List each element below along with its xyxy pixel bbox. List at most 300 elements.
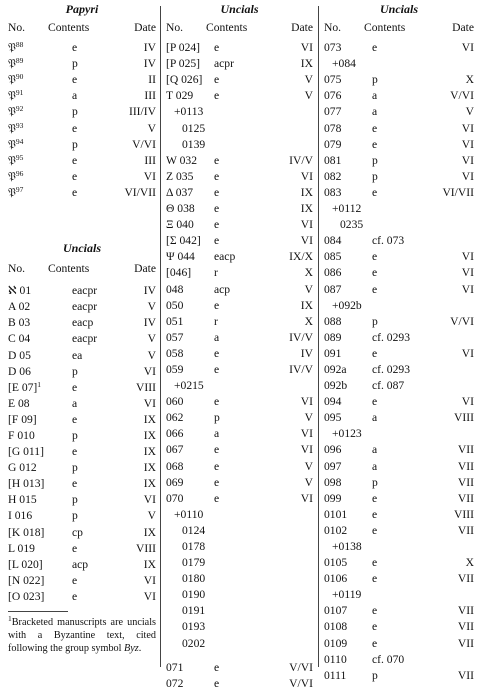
row-no-text: 0102 [324,523,348,537]
table-row [324,298,474,314]
row-contents: e [72,153,78,167]
row-date: VII [457,620,474,634]
table-row [324,137,474,153]
row-no [166,410,183,426]
row-no [8,573,44,589]
papyrus-symbol: 𝔓 [8,73,16,87]
row-contents: p [72,428,78,442]
row-date: IV/V [289,153,313,167]
row-no-text: 089 [324,330,342,344]
section-title-uncials-2: Uncials [220,2,259,16]
row-contents: e [214,169,220,183]
row-contents: eacpr [72,300,98,314]
row-no-text: 076 [324,89,342,103]
row-contents: e [372,507,378,521]
row-no-text: W 032 [166,153,198,167]
row-contents: p [72,57,78,71]
row-no-text: 066 [166,427,184,441]
row-no-text: 0125 [182,121,206,135]
row-date: III [144,89,156,103]
row-date: V [147,121,156,135]
row-no [166,314,183,330]
table-row [324,555,474,571]
table-row [166,491,313,507]
row-contents: a [72,396,78,410]
row-date: V [304,459,313,473]
table-row [166,475,313,491]
row-no [166,394,183,410]
row-date: IV/V [289,362,313,376]
row-contents: e [72,121,78,135]
row-no-text: 0193 [182,620,206,634]
table-row [8,72,156,88]
header-contents: Contents [48,262,90,276]
row-no-text: 057 [166,330,184,344]
row-no [324,523,347,539]
row-no [166,72,202,88]
header-date: Date [134,262,156,276]
table-row [8,104,156,120]
footnote: $^1$Bracketed manuscripts are uncials with a Byzantine text, cited following the group symbol Byz. [8,614,156,654]
row-no-text: [P 025] [166,57,201,71]
row-date: VI [461,41,474,55]
row-no [324,88,341,104]
row-contents: e [214,362,220,376]
papyrus-number: 95 [15,152,24,162]
row-no-text: 077 [324,105,342,119]
table-row [324,571,474,587]
row-no-text: Ψ 044 [166,250,195,264]
row-no [324,40,341,56]
row-no-text: 060 [166,395,184,409]
row-contents: cf. 070 [372,652,405,666]
row-no-text: [L 020] [8,557,43,571]
row-date: V/VI [450,89,474,103]
row-date: V [304,282,313,296]
table-row [8,283,156,299]
row-contents: e [372,604,378,618]
row-contents: a [372,89,378,103]
row-no [8,541,35,557]
row-no-text: H 015 [8,493,37,507]
row-no [182,121,205,137]
row-no [324,394,341,410]
table-row [8,525,156,541]
table-row [166,169,313,185]
table-row [8,492,156,508]
row-contents: e [72,573,78,587]
row-no [8,492,37,508]
row-date: VI [461,250,474,264]
row-contents: eacp [214,250,236,264]
row-contents: e [72,541,78,555]
row-no [324,507,347,523]
row-no-text: Θ 038 [166,202,195,216]
table-row [324,587,474,603]
papyrus-number: 93 [15,120,24,130]
table-row [166,282,313,298]
row-no-text: 078 [324,121,342,135]
row-contents: e [214,234,220,248]
footnote-mark: 1 [37,379,42,389]
table-row [8,380,156,396]
row-no [324,265,341,281]
table-row [324,201,474,217]
row-date: IV [143,41,156,55]
table-row [166,233,313,249]
row-contents: e [372,346,378,360]
row-contents: e [72,477,78,491]
table-row [166,104,313,120]
table-row [8,153,156,169]
row-no-text: [N 022] [8,573,45,587]
row-no-text: T 029 [166,89,194,103]
row-contents: e [214,459,220,473]
row-no-text: [046] [166,266,192,280]
row-contents: a [214,330,220,344]
column-divider-right [318,6,319,667]
table-row [8,185,156,201]
row-no-text: 092b [324,379,348,393]
papyrus-symbol: 𝔓 [8,105,16,119]
row-date: IX [143,557,156,571]
papyrus-number: 89 [15,56,24,66]
row-no-text: 099 [324,491,342,505]
row-contents: cp [72,525,83,539]
row-contents: e [372,620,378,634]
row-no [8,557,43,573]
column-divider-left [160,6,161,667]
row-date: VI [300,41,313,55]
table-row [8,331,156,347]
row-no [182,587,205,603]
row-date: V [304,73,313,87]
table-row [324,330,474,346]
row-date: VII [457,443,474,457]
row-date: X [465,556,474,570]
table-row [166,676,313,692]
row-no-text: +092b [332,298,362,312]
table-row [166,442,313,458]
row-contents: e [72,412,78,426]
row-no [166,249,195,265]
row-contents: e [372,137,378,151]
row-date: VI [461,137,474,151]
table-row [8,137,156,153]
row-no [174,378,204,394]
table-row [324,265,474,281]
row-no-text: Ξ 040 [166,218,194,232]
table-row [166,571,313,587]
row-no-text: +0119 [332,588,362,602]
row-date: IX [300,202,313,216]
table-row [166,249,313,265]
row-no-text: 0190 [182,588,206,602]
row-no [324,104,341,120]
row-no-text: ℵ 01 [8,284,32,298]
papyrus-number: 94 [15,136,24,146]
row-no-text: 083 [324,185,342,199]
row-no-text: 0179 [182,556,206,570]
row-contents: p [372,169,378,183]
table-row [324,442,474,458]
row-date: VI [461,282,474,296]
row-contents: e [214,298,220,312]
row-no [8,444,44,460]
row-contents: r [214,266,218,280]
row-contents: e [214,202,220,216]
row-no [8,72,23,88]
papyrus-symbol: 𝔓 [8,121,16,135]
row-no [166,298,183,314]
row-contents: e [72,169,78,183]
row-no [332,587,361,603]
header-date: Date [134,21,156,34]
table-row [324,185,474,201]
row-date: V/VI [132,137,156,151]
row-no-text: D 06 [8,364,31,378]
table-row [166,40,313,56]
row-no-text: 067 [166,443,184,457]
row-no-text: [E 07] [8,380,38,394]
row-date: V [304,411,313,425]
row-no [324,282,341,298]
uncials2-header-row [166,20,313,36]
row-date: IX [143,477,156,491]
row-contents: e [372,266,378,280]
row-contents: a [372,105,378,119]
row-contents: acp [214,282,231,296]
table-row [324,169,474,185]
table-row [166,314,313,330]
row-no-text: 092a [324,362,347,376]
row-no [166,660,183,676]
row-no-text: E 08 [8,396,30,410]
table-row [166,56,313,72]
row-no [182,137,205,153]
table-row [166,394,313,410]
table-row [324,233,474,249]
row-date: III/IV [128,105,156,119]
row-no [340,217,363,233]
row-contents: eacp [72,316,94,330]
table-row [166,636,313,652]
row-date: VI [300,427,313,441]
table-row [324,40,474,56]
row-no-text: 084 [324,234,342,248]
row-date: IV [143,57,156,71]
row-contents: p [72,105,78,119]
row-no [332,298,362,314]
row-contents: e [372,250,378,264]
row-no [324,153,341,169]
row-no-text: 048 [166,282,184,296]
row-no-text: 0178 [182,540,206,553]
row-date: VI [461,395,474,409]
row-no-text: 0202 [182,636,206,650]
table-row [324,121,474,137]
row-no [8,121,23,137]
row-no [166,475,183,491]
table-row [166,346,313,362]
row-contents: e [372,185,378,199]
row-no [324,491,341,507]
row-no [8,331,30,347]
row-date: VI [143,364,156,378]
row-no [8,460,37,476]
table-row [8,299,156,315]
table-row [324,459,474,475]
row-no-text: 068 [166,459,184,473]
row-date: VI [300,234,313,248]
row-no-text: 070 [166,491,184,505]
row-no [8,104,23,120]
row-no [324,249,341,265]
papyri-header-row [8,20,156,36]
footnote-rule [8,611,68,612]
table-row [166,619,313,635]
row-contents: e [72,185,78,199]
row-contents: p [72,509,78,523]
table-row [166,121,313,137]
row-date: V [147,348,156,362]
papyrus-number: 97 [15,184,24,194]
table-row [324,88,474,104]
row-no [324,459,341,475]
row-date: VI [461,153,474,167]
row-date: V [304,475,313,489]
papyrus-symbol: 𝔓 [8,137,16,151]
row-no-text: 085 [324,250,342,264]
papyrus-symbol: 𝔓 [8,169,16,183]
row-no [166,330,183,346]
table-row [324,72,474,88]
table-row [166,265,313,281]
row-contents: acpr [214,57,234,71]
table-row [8,460,156,476]
row-no-text: +0112 [332,202,362,216]
row-no [166,265,191,281]
row-no-text: G 012 [8,461,37,475]
row-no [324,619,347,635]
papyrus-number: 91 [15,88,24,98]
header-contents: Contents [48,21,90,34]
row-no [8,525,44,541]
row-no [8,169,23,185]
row-no [8,88,23,104]
row-no-text: 051 [166,314,184,328]
row-date: VI/VII [442,185,474,199]
row-date: VI [461,169,474,183]
uncials2-table [166,40,313,692]
row-no [324,185,341,201]
table-row [324,523,474,539]
row-no-text: B 03 [8,316,31,330]
row-no [324,314,341,330]
row-contents: e [214,443,220,457]
table-row [324,282,474,298]
row-no-text: 071 [166,660,184,674]
row-date: IX [143,428,156,442]
row-contents: cf. 0293 [372,330,410,344]
row-date: VI [143,493,156,507]
row-no-text: 088 [324,314,342,328]
row-contents: e [72,73,78,87]
table-row [324,104,474,120]
row-no [324,571,347,587]
row-contents: e [214,395,220,409]
row-date: VIII [136,541,156,555]
row-date: VI [461,121,474,135]
row-date: VII [457,475,474,489]
row-contents: a [372,443,378,457]
table-row [324,475,474,491]
row-no [324,169,341,185]
table-row [8,396,156,412]
row-contents: e [214,89,220,103]
papyrus-symbol: 𝔓 [8,57,16,71]
row-no-text: 0111 [324,668,347,682]
row-date: VI [300,443,313,457]
table-row [166,362,313,378]
column-papyri-uncials [8,0,156,655]
row-contents: e [372,572,378,586]
row-date: VI [300,395,313,409]
row-contents: e [214,73,220,87]
row-no [166,169,193,185]
row-no-text: D 05 [8,348,31,362]
row-no-text: +084 [332,57,356,71]
row-no [166,362,183,378]
table-row [8,88,156,104]
table-row [166,378,313,394]
table-row [324,394,474,410]
row-contents: e [214,676,220,690]
row-no-text: 091 [324,346,342,360]
table-row [166,88,313,104]
section-title-uncials-1: Uncials [62,241,101,256]
row-contents: p [372,314,378,328]
header-date: Date [291,21,313,34]
row-contents: e [372,491,378,505]
row-contents: e [72,41,78,55]
row-no-text: [P 024] [166,41,201,55]
row-no [324,636,347,652]
row-no [166,491,183,507]
row-date: VI [143,589,156,603]
row-no-text: 059 [166,362,184,376]
row-no [324,603,347,619]
row-contents: p [372,73,378,87]
row-no [324,668,346,684]
row-date: VII [457,523,474,537]
row-no [166,346,183,362]
row-no [166,442,183,458]
row-no [324,378,347,394]
table-row [324,491,474,507]
row-date: VIII [136,380,156,394]
papyrus-symbol: 𝔓 [8,185,16,199]
table-row [8,412,156,428]
row-no-text: 0110 [324,652,347,666]
row-date: VII [457,636,474,650]
row-contents: e [72,445,78,459]
table-row [166,426,313,442]
row-no [8,364,31,380]
row-contents: e [214,153,220,167]
row-date: V [147,300,156,314]
row-contents: e [214,185,220,199]
